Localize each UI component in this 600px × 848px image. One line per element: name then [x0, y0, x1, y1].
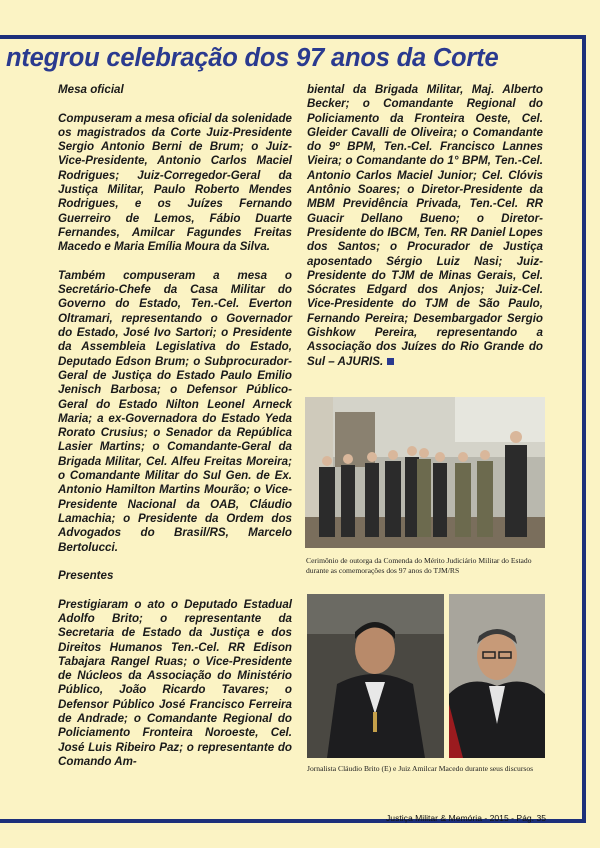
- paragraph-mesa-continued: Também compuseram a mesa o Secretário-Chefe da Casa Militar do Governo do Estado, Ten.-Cel. Everton Oltramari, representando o Governador do Estado, José Ivo Sartori; o Presidente da Assembleia Legislativa do Estado, Deputado Edson Brum; o Subprocurador-Geral de Justiça do Estado Paulo Emilio Jenisch Barbosa; o Defensor Público-Geral do Estado Nilton Leonel Arneck Maria; a ex-Governadora do Estado Yeda Rorato Crusius; o Senador da República Lasier Martins; o Comandante-Geral da Brigada Militar, Cel. Alfeu Freitas Moreira; o Comandante Militar do Sul Gen. de Ex. Antonio Hamilton Martins Mourão; o Vice-Presidente Nacional da OAB, Cláudio Lamachia; o Presidente da Ordem dos Advogados do Brasil/RS, Marcelo Bertolucci.: [58, 268, 292, 554]
- group-photo-caption: Cerimônio de outorga da Comenda do Mérito Judiciário Militar do Estado durante as comemorações dos 97 anos do TJM/RS: [306, 556, 532, 575]
- paragraph-continued-text: biental da Brigada Militar, Maj. Alberto Becker; o Comandante Regional do Policiamento da Fronteira Oeste, Cel. Gleider Cavalli de Oliveira; o Comandante do 9º BPM, Ten.-Cel. Francisco Lannes Vieira; o Comandante do 1° BPM, Ten.-Cel. Antonio Carlos Maciel Junior; Cel. Clóvis Antônio Soares; o Diretor-Presidente da MBM Previdência Privada, Ten.-Cel. RR Guacir Dellano Bueno; o Diretor-Presidente do IBCM, Ten. RR Daniel Lopes dos Santos; o Procurador de Justiça aposentado Sérgio Luiz Nasi; Juiz-Presidente do TJM de Minas Gerais, Cel. Sócrates Edgard dos Anjos; Juiz-Cel. Vice-Presidente do TJM de São Paulo, Fernando Pereira; Desembargador Sergio Gishkow Pereira, representando a Associação dos Juízes do Rio Grande do Sul – AJURIS.: [307, 83, 543, 368]
- speaker-photo-left: [307, 594, 444, 758]
- section-heading-presentes: Presentes: [58, 569, 114, 583]
- speaker-photo-right: [449, 594, 545, 758]
- group-photo: [305, 397, 545, 548]
- paragraph-mesa: Compuseram a mesa oficial da solenidade os magistrados da Corte Juiz-Presidente Sergio Antonio Berni de Brum; o Juiz-Vice-Presidente, Antonio Carlos Maciel Rodrigues; Juiz-Corregedor-Geral da Justiça Militar, Paulo Roberto Mendes Rodrigues, e os Juízes Fernando Guerreiro de Lemos, Fábio Duarte Fernandes, Amilcar Fagundes Freitas Macedo e Maria Emília Moura da Silva.: [58, 111, 292, 254]
- right-column: [307, 83, 543, 383]
- end-mark-icon: [387, 358, 394, 365]
- paragraph-continued: [307, 83, 543, 369]
- section-heading-mesa: Mesa oficial: [58, 83, 124, 96]
- page-headline: ntegrou celebração dos 97 anos da Corte: [6, 44, 499, 72]
- page-footer: Justiça Militar & Memória - 2015 - Pág. 35: [386, 813, 546, 823]
- left-column: [58, 83, 292, 784]
- paragraph-presentes: Prestigiaram o ato o Deputado Estadual Adolfo Brito; o representante da Secretaria de Estado da Justiça e dos Direitos Humanos Ten.-Cel. RR Edison Tabajara Rangel Ruas; o Vice-Presidente de Núcleos da Associação do Ministério Público, João Ricardo Tavares; o Defensor Público José Francisco Ferreira de Andrade; o Comandante Regional do Policiamento Fronteira Noroeste, Cel. José Luis Ribeiro Paz; o representante do Comando Am-: [58, 597, 292, 768]
- speaker-photo-caption: Jornalista Cláudio Brito (E) e Juiz Amilcar Macedo durante seus discursos: [307, 764, 534, 773]
